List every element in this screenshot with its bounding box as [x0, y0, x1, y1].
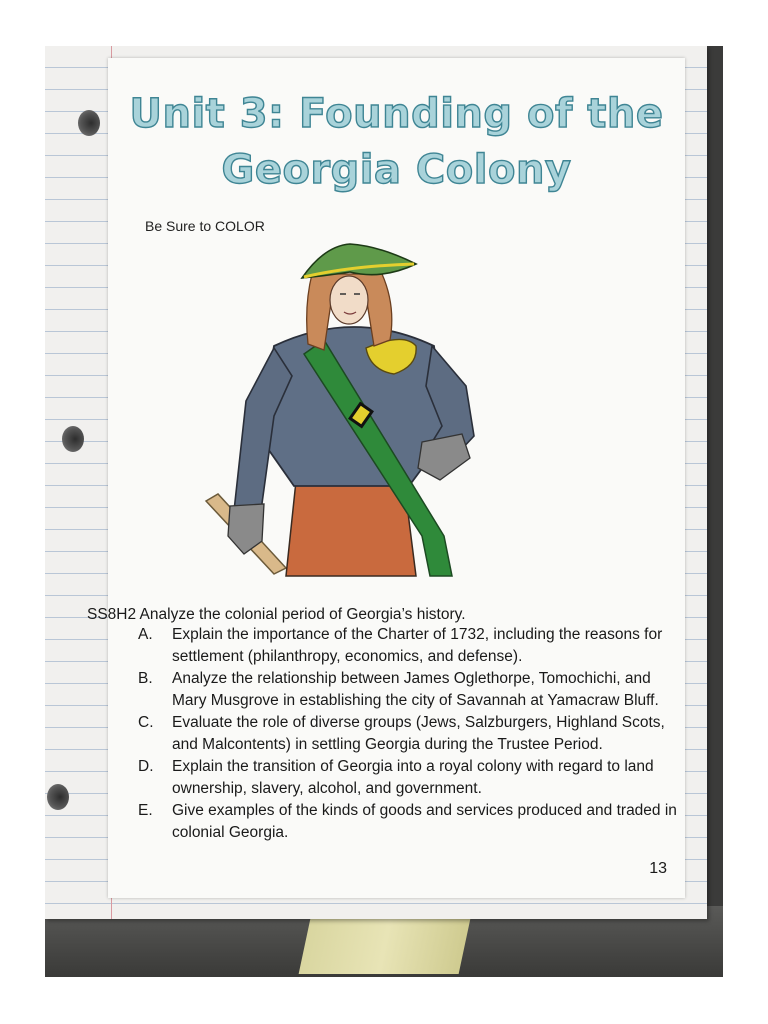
objective-text: Give examples of the kinds of goods and services produced and traded in colonial Georgia.	[172, 802, 677, 841]
sticky-notes	[299, 914, 472, 974]
list-item	[138, 668, 678, 711]
title-line-1: Unit 3: Founding of the	[129, 91, 664, 137]
list-item	[138, 624, 678, 667]
objective-letter: A.	[138, 626, 153, 643]
list-item	[138, 756, 678, 799]
objectives-list	[138, 624, 678, 844]
objective-letter: C.	[138, 714, 154, 731]
binder-hole-top	[78, 110, 100, 136]
page-title	[108, 86, 685, 198]
face	[330, 276, 368, 324]
list-item	[138, 800, 678, 843]
objective-letter: B.	[138, 670, 153, 687]
binder-hole-middle	[62, 426, 84, 452]
oglethorpe-illustration	[204, 236, 514, 578]
right-glove	[418, 434, 470, 480]
photo	[45, 46, 723, 977]
list-item	[138, 712, 678, 755]
objective-letter: D.	[138, 758, 154, 775]
objective-text: Analyze the relationship between James Oglethorpe, Tomochichi, and Mary Musgrove in establishing the city of Savannah at Yamacraw Bluff.	[172, 670, 659, 709]
title-line-2: Georgia Colony	[221, 147, 572, 193]
color-instruction: Be Sure to COLOR	[145, 218, 265, 234]
notebook-paper	[45, 46, 707, 919]
binder-hole-bottom	[47, 784, 69, 810]
objective-letter: E.	[138, 802, 153, 819]
objective-text: Explain the importance of the Charter of 1732, including the reasons for settlement (philanthropy, economics, and defense).	[172, 626, 663, 665]
objective-text: Evaluate the role of diverse groups (Jews, Salzburgers, Highland Scots, and Malcontents) in settling Georgia during the Trustee Period.	[172, 714, 665, 753]
worksheet-page	[87, 58, 685, 898]
objective-text: Explain the transition of Georgia into a royal colony with regard to land ownership, slavery, alcohol, and government.	[172, 758, 654, 797]
page-number: 13	[649, 860, 667, 877]
standard-heading: SS8H2 Analyze the colonial period of Georgia’s history.	[87, 606, 466, 623]
